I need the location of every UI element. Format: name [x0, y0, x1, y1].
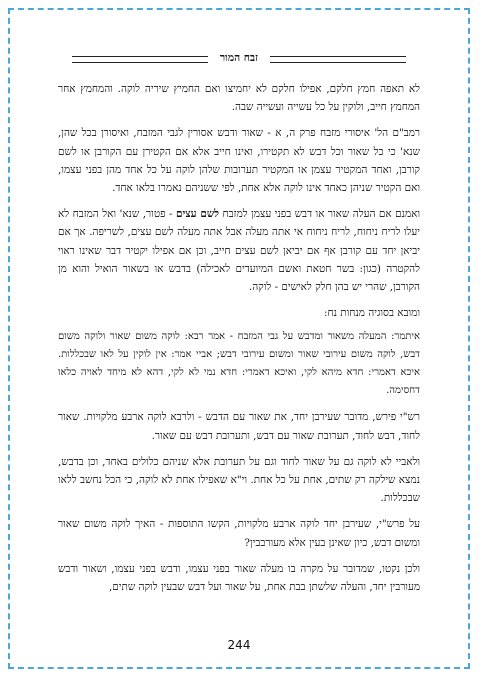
paragraph: ולאביי לא לוקה גם על שאור לחוד וגם על תערובת אלא שניהם כלולים באחד, וכן בדבש, נמצא שילקה רק שתים, אחת על כל אחת. וי"א שאפילו אחת לא לוקה, כי הכל נחשב ללאו שבכללות.: [58, 455, 420, 505]
body-text: [58, 80, 420, 604]
page-frame: [8, 8, 470, 669]
paragraph: רמב"ם הל' איסורי מזבח פרק ה, א - שאור ודבש אסורין לגבי המזבח, ואיסורן בכל שהן, שנא' כי כל שאור וכל דבש לא תקטירו, ואינו חייב אלא אם הקטירן עם הקורבן או לשם קורבן, ואחד המקטיר עצמן או המקטיר תערובות שלהן לוקה על כל אחד מהן בפני עצמו, ואם הקטיר שניהן כאחד אינו לוקה אלא אחת, לפי ששניהם נאמרו בלאו אחד.: [58, 127, 420, 195]
paragraph: על פרש"י, שעירבן יחד לוקה ארבע מלקויות, הקשו התוספות - האיך לוקה משום שאור ומשום דבש, כיון שאינן בעין אלא מעורבבין?: [58, 518, 420, 549]
source-intro: ומובא בסוגיה מנחות נח:: [323, 307, 420, 320]
paragraph: לא תאפה חמץ חלקם, אפילו חלקם לא יחמיצו ואם החמיץ שיריה לוקה. והמחמץ אחר המחמץ חייב, ולוקין על כל עשייה ועשייה שבה.: [58, 83, 420, 114]
header-rule-left: [72, 56, 208, 63]
paragraph: רש"י פירש, מדובר שעירבן יחד, את שאור עם הדבש - ולרבא לוקה ארבע מלקויות. שאור לחוד, דבש לחוד, תערובת שאור עם דבש, ותערובת דבש עם שאור.: [58, 411, 420, 442]
page-number: 244: [227, 638, 251, 652]
bold-phrase: לשם עצים: [176, 208, 220, 221]
paragraph: ולכן נקטו, שמדובר על מקרה בו מעלה שאור בפני עצמו, ודבש בפני עצמו, ושאור ודבש מעורבין יחד, והעלה שלשתן בבת אחת, על שאור ועל דבש שבעין לוקה שתים,: [58, 562, 420, 594]
header-rule-right: [270, 56, 406, 63]
paragraph: [58, 205, 420, 296]
header-title: זבח המור: [214, 52, 264, 64]
talmud-quote: איתמר: המעלה משאור ומדבש על גבי המזבח - אמר רבא: לוקה משום שאור ולוקה משום דבש, לוקה משום עירובי שאור ומשום עירובי דבש; אביי אמר: אין לוקין על לאו שבכללות. איכא דאמרי: חדא מיהא לקי, ואיכא דאמרי: חדא נמי לא לקי, דהא לא מיחד לאויה כלאו דחסימה.: [58, 331, 420, 397]
text-run: - פטור, שנא' ואל המזבח לא יעלו לריח ניחוח, לריח ניחוח אי אתה מעלה אבל אתה מעלה לשם עצים, לשריפה. אך אם יביאן יחד עם קורבן אף אם יביאן לשם עצים חייב, וכן אם אפילו יקטיר דבר שאינו ראוי להקטרה (כגון: בשר חטאת ואשם המיועדים לאכילה) בדבש או בשאור הואיל והוא מן הקורבן, שהרי יש בהן חלק לאישים - לוקה.: [58, 208, 420, 294]
text-run: ואמנם אם העלה שאור או דבש בפני עצמן למזבח: [219, 208, 421, 221]
running-header: [10, 52, 468, 68]
